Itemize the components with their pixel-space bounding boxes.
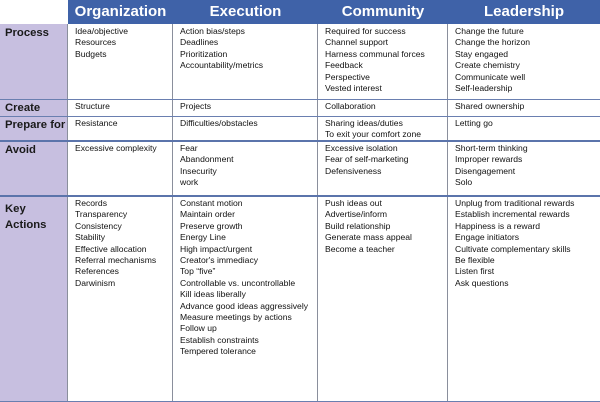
- cell-create-organization: [68, 99, 173, 116]
- row-divider: [0, 99, 600, 100]
- row-header-prepare-for: [0, 116, 68, 141]
- cell-line: Vested interest: [325, 83, 382, 94]
- cell-line: Projects: [180, 101, 212, 111]
- cell-create-community: [318, 99, 448, 116]
- cell-line: Unplug from traditional rewards: [455, 198, 575, 208]
- cell-line: References: [75, 266, 119, 277]
- cell-line: Communicate well: [455, 71, 526, 82]
- cell-prepare-for-organization: [68, 116, 173, 141]
- cell-line: Happiness is a reward: [455, 220, 541, 231]
- cell-line: Stability: [75, 232, 106, 243]
- cell-prepare-for-leadership: [448, 116, 600, 141]
- cell-line: Effective allocation: [75, 243, 147, 254]
- row-divider: [0, 140, 600, 142]
- cell-key-actions-execution: [173, 196, 318, 402]
- cell-line: Be flexible: [455, 255, 495, 266]
- row-header-label: Avoid: [5, 144, 36, 156]
- cell-line: Sharing ideas/duties: [325, 118, 403, 128]
- cell-line: Constant motion: [180, 198, 243, 208]
- column-header-leadership: Leadership: [448, 0, 600, 24]
- cell-line: Records: [75, 198, 107, 208]
- cell-line: Establish incremental rewards: [455, 209, 570, 220]
- cell-line: Top “five”: [180, 266, 216, 277]
- cell-line: Consistency: [75, 220, 122, 231]
- cell-line: Harness communal forces: [325, 48, 425, 59]
- cell-line: Abandonment: [180, 154, 234, 165]
- cell-line: Create chemistry: [455, 60, 520, 71]
- cell-line: Solo: [455, 177, 473, 188]
- cell-line: Self-leadership: [455, 83, 513, 94]
- cell-line: Structure: [75, 101, 110, 111]
- cell-line: Listen first: [455, 266, 495, 277]
- cell-avoid-execution: [173, 141, 318, 196]
- cell-line: Deadlines: [180, 37, 219, 48]
- cell-line: Excessive isolation: [325, 143, 398, 153]
- cell-line: Disengagement: [455, 165, 516, 176]
- cell-avoid-leadership: [448, 141, 600, 196]
- cell-line: Difficulties/obstacles: [180, 118, 258, 128]
- cell-line: Accountability/metrics: [180, 60, 264, 71]
- cell-line: Advance good ideas aggressively: [180, 300, 309, 311]
- cell-process-execution: [173, 24, 318, 99]
- cell-line: Feedback: [325, 60, 363, 71]
- row-header-create: [0, 99, 68, 116]
- cell-line: To exit your comfort zone: [325, 129, 422, 140]
- row-header-label: Prepare for: [5, 119, 66, 131]
- cell-line: Advertise/inform: [325, 209, 388, 220]
- cell-prepare-for-community: [318, 116, 448, 141]
- cell-line: Resources: [75, 37, 117, 48]
- cell-line: Short-term thinking: [455, 143, 528, 153]
- cell-line: Budgets: [75, 48, 107, 59]
- column-divider: [67, 24, 68, 402]
- cell-line: Referral mechanisms: [75, 255, 157, 266]
- cell-process-community: [318, 24, 448, 99]
- cell-line: Become a teacher: [325, 243, 395, 254]
- cell-line: Excessive complexity: [75, 143, 157, 153]
- cell-key-actions-community: [318, 196, 448, 402]
- column-divider: [447, 24, 448, 402]
- row-header-avoid: [0, 141, 68, 196]
- cell-create-execution: [173, 99, 318, 116]
- column-divider: [317, 24, 318, 402]
- cell-process-organization: [68, 24, 173, 99]
- column-header-organization: Organization: [68, 0, 173, 24]
- cell-line: Insecurity: [180, 165, 217, 176]
- cell-line: Darwinism: [75, 277, 116, 288]
- cell-line: Action bias/steps: [180, 26, 245, 36]
- cell-line: Build relationship: [325, 220, 391, 231]
- cell-line: Collaboration: [325, 101, 376, 111]
- cell-line: Push ideas out: [325, 198, 382, 208]
- cell-line: Transparency: [75, 209, 128, 220]
- cell-line: Ask questions: [455, 277, 509, 288]
- cell-line: Generate mass appeal: [325, 232, 412, 243]
- cell-line: Change the horizon: [455, 37, 531, 48]
- cell-line: Maintain order: [180, 209, 235, 220]
- cell-process-leadership: [448, 24, 600, 99]
- row-header-label: Key Actions: [5, 203, 47, 231]
- cell-line: Idea/objective: [75, 26, 129, 36]
- cell-line: Change the future: [455, 26, 524, 36]
- cell-line: Follow up: [180, 323, 217, 334]
- row-header-label: Create: [5, 102, 41, 114]
- cell-line: Improper rewards: [455, 154, 523, 165]
- column-header-execution: Execution: [173, 0, 318, 24]
- row-divider: [0, 116, 600, 117]
- row-header-key-actions: [0, 196, 68, 402]
- cell-avoid-community: [318, 141, 448, 196]
- cell-prepare-for-execution: [173, 116, 318, 141]
- cell-line: Energy Line: [180, 232, 226, 243]
- cell-line: Controllable vs. uncontrollable: [180, 277, 296, 288]
- cell-key-actions-organization: [68, 196, 173, 402]
- cell-line: Tempered tolerance: [180, 346, 256, 357]
- cell-create-leadership: [448, 99, 600, 116]
- row-header-label: Process: [5, 27, 49, 39]
- cell-line: Measure meetings by actions: [180, 312, 292, 323]
- column-header-community: Community: [318, 0, 448, 24]
- cell-avoid-organization: [68, 141, 173, 196]
- row-divider: [0, 195, 600, 197]
- cell-line: Cultivate complementary skills: [455, 243, 571, 254]
- cell-line: Required for success: [325, 26, 406, 36]
- cell-line: Creator's immediacy: [180, 255, 259, 266]
- cell-key-actions-leadership: [448, 196, 600, 402]
- cell-line: Prioritization: [180, 48, 228, 59]
- cell-line: High impact/urgent: [180, 243, 253, 254]
- cell-line: Channel support: [325, 37, 389, 48]
- column-divider: [172, 24, 173, 402]
- cell-line: Fear of self-marketing: [325, 154, 409, 165]
- cell-line: Defensiveness: [325, 165, 382, 176]
- cell-line: Stay engaged: [455, 48, 509, 59]
- header-corner: [0, 0, 68, 24]
- row-header-process: [0, 24, 68, 99]
- cell-line: work: [180, 177, 199, 188]
- cell-line: Fear: [180, 143, 198, 153]
- cell-line: Letting go: [455, 118, 493, 128]
- cell-line: Establish constraints: [180, 334, 259, 345]
- cell-line: Preserve growth: [180, 220, 243, 231]
- cell-line: Resistance: [75, 118, 118, 128]
- cell-line: Kill ideas liberally: [180, 289, 246, 300]
- cell-line: Engage initiators: [455, 232, 520, 243]
- cell-line: Perspective: [325, 71, 370, 82]
- cell-line: Shared ownership: [455, 101, 525, 111]
